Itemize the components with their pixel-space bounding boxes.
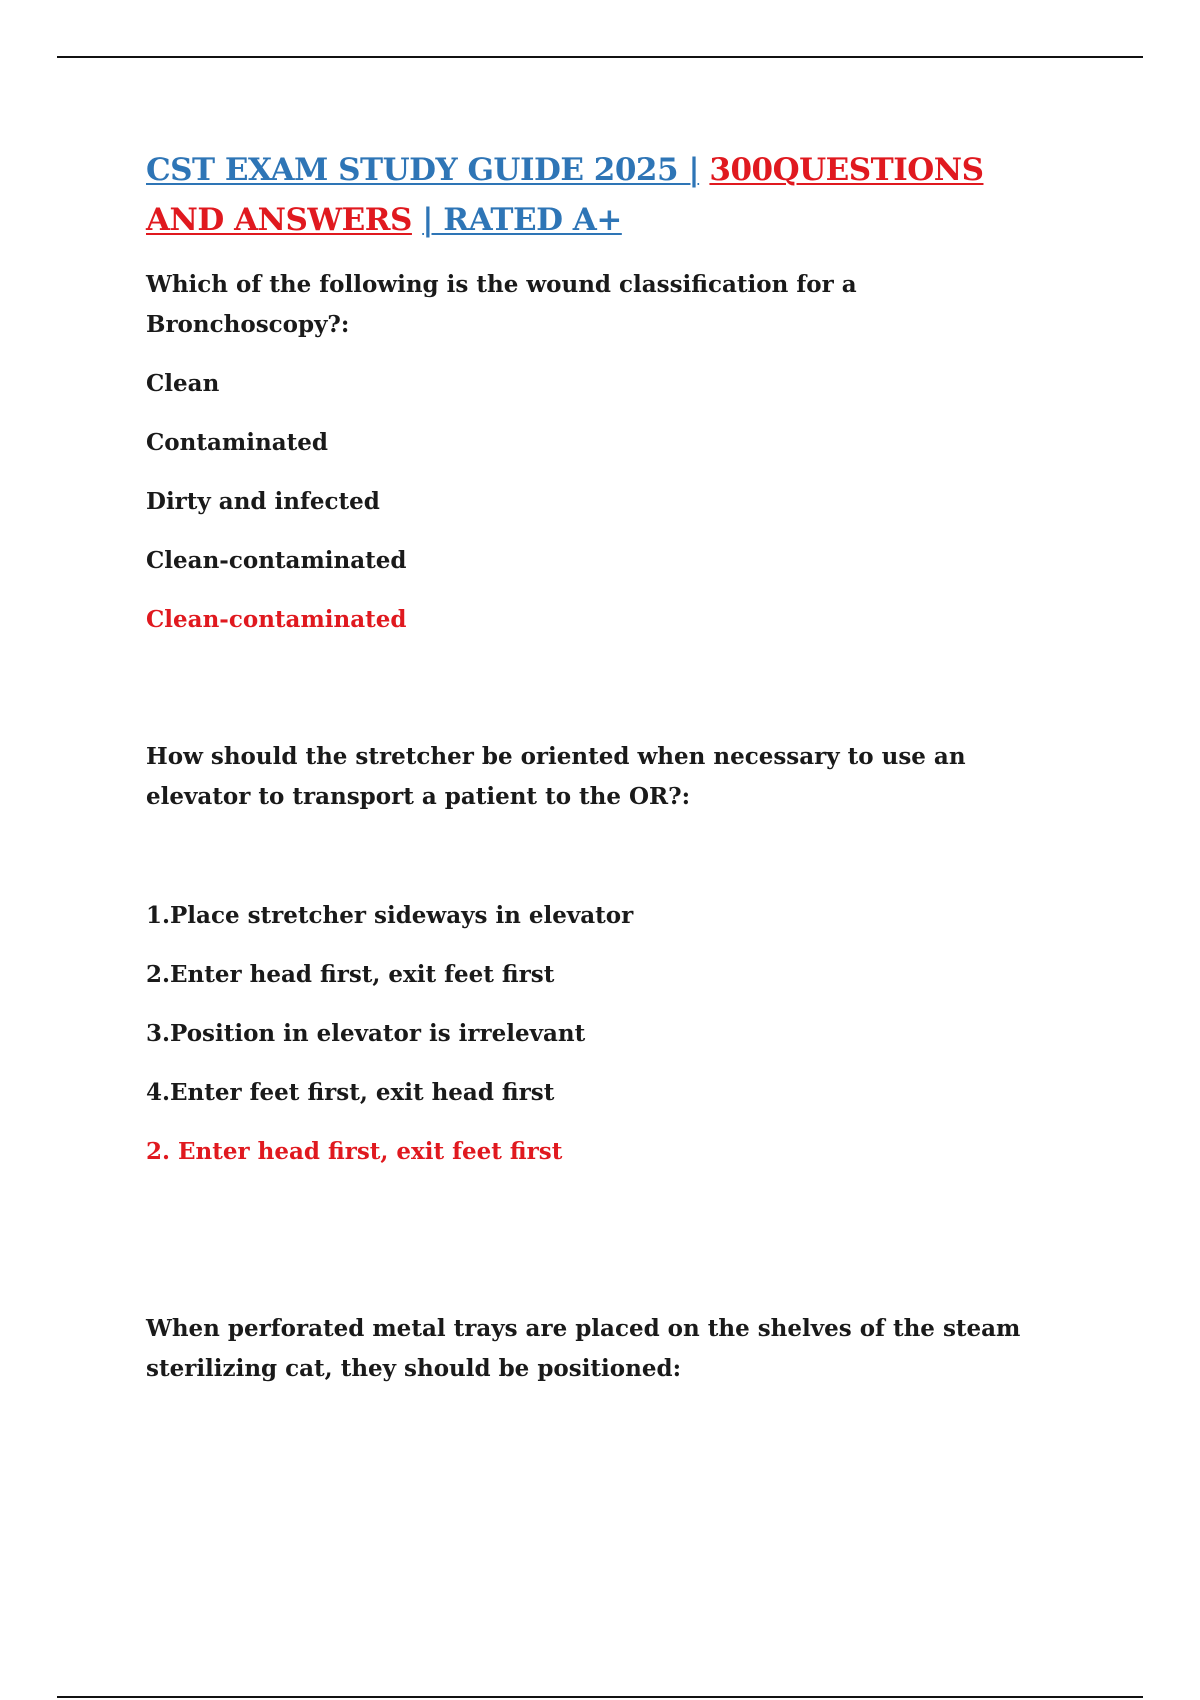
correct-answer: Clean-contaminated xyxy=(146,606,407,633)
footer-rule xyxy=(57,1696,1143,1698)
question-text: When perforated metal trays are placed on the shelves of the steam sterilizing cat, they should be positioned: xyxy=(146,1315,1021,1382)
question-text: How should the stretcher be oriented when necessary to use an elevator to transport a patient to the OR?: xyxy=(146,743,966,810)
answer-options xyxy=(146,896,1066,1113)
answer-option: 4.Enter feet first, exit head first xyxy=(146,1079,555,1106)
question-block-3 xyxy=(146,1309,1066,1389)
header-rule xyxy=(57,56,1143,58)
document-title xyxy=(146,145,1066,245)
title-part-3: | RATED A+ xyxy=(422,202,622,238)
answer-option: Dirty and infected xyxy=(146,488,380,515)
question-block-1 xyxy=(146,265,1066,640)
question-text: Which of the following is the wound classification for a Bronchoscopy?: xyxy=(146,271,857,338)
answer-option: Clean-contaminated xyxy=(146,547,407,574)
answer-option: Clean xyxy=(146,370,220,397)
correct-answer: 2. Enter head first, exit feet first xyxy=(146,1138,563,1165)
page-content xyxy=(146,145,1066,1382)
answer-option: 2.Enter head first, exit feet first xyxy=(146,961,555,988)
answer-option: 1.Place stretcher sideways in elevator xyxy=(146,902,634,929)
title-part-1: CST EXAM STUDY GUIDE 2025 | xyxy=(146,152,700,188)
answer-option: Contaminated xyxy=(146,429,328,456)
title-part-2: 300QUESTIONS AND ANSWERS xyxy=(146,152,984,238)
answer-option: 3.Position in elevator is irrelevant xyxy=(146,1020,586,1047)
question-block-2 xyxy=(146,737,1066,1172)
